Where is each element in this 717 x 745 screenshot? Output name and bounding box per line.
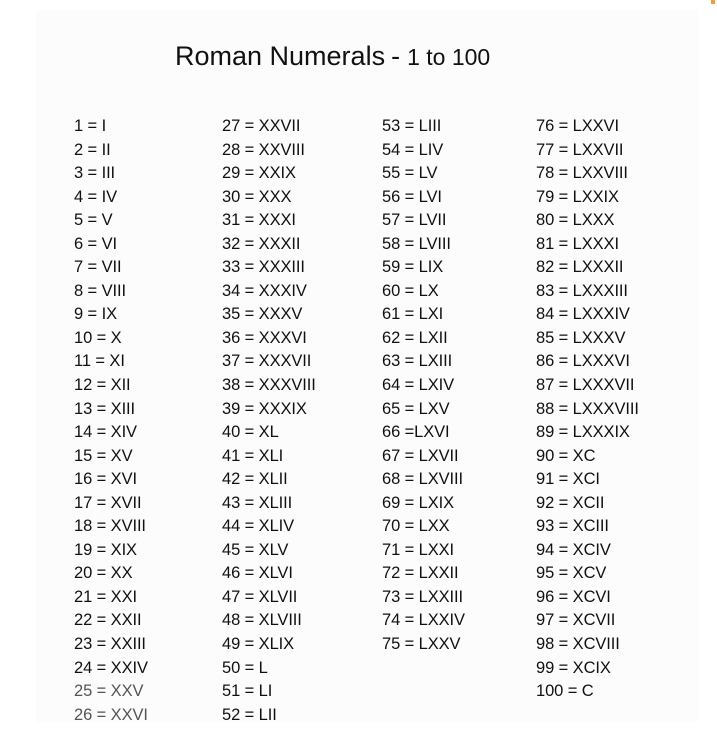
- numeral-entry: 91 = XCI: [536, 470, 600, 489]
- numeral-entry: 11 = XI: [74, 352, 125, 371]
- numeral-entry: 47 = XLVII: [222, 587, 298, 606]
- numeral-entry: 98 = XCVIII: [536, 635, 620, 654]
- numeral-entry: 72 = LXXII: [382, 564, 459, 583]
- numeral-entry: 41 = XLI: [222, 446, 284, 465]
- numeral-entry: 23 = XXIII: [74, 635, 146, 654]
- numeral-entry: 54 = LIV: [382, 140, 444, 159]
- numeral-entry: 18 = XVIII: [74, 517, 146, 536]
- numeral-entry: 21 = XXI: [74, 587, 137, 606]
- numeral-entry: 1 = I: [74, 117, 107, 135]
- numeral-entry: 16 = XVI: [74, 470, 137, 489]
- numeral-column-2: [222, 115, 316, 727]
- title-separator: -: [391, 41, 401, 71]
- numeral-entry: 22 = XXII: [74, 611, 142, 630]
- numeral-entry: 84 = LXXXIV: [536, 305, 630, 324]
- numeral-entry: 77 = LXXVII: [536, 140, 624, 159]
- numeral-entry: 34 = XXXIV: [222, 281, 307, 300]
- numeral-entry: 19 = XIX: [74, 540, 137, 559]
- numeral-entry: 53 = LIII: [382, 117, 442, 135]
- numeral-entry: 44 = XLIV: [222, 517, 295, 536]
- numeral-entry: 57 = LVII: [382, 211, 447, 230]
- numeral-entry: 59 = LIX: [382, 258, 444, 277]
- numeral-entry: 87 = LXXXVII: [536, 376, 635, 395]
- numeral-entry: 46 = XLVI: [222, 564, 293, 583]
- numeral-entry: 36 = XXXVI: [222, 328, 307, 347]
- numeral-entry: 51 = LI: [222, 682, 273, 701]
- numeral-entry: 3 = III: [74, 164, 116, 183]
- numeral-entry: 32 = XXXII: [222, 234, 301, 253]
- numeral-entry: 33 = XXXIII: [222, 258, 305, 277]
- numeral-entry: 76 = LXXVI: [536, 117, 619, 135]
- numeral-entry: 100 = C: [536, 682, 594, 701]
- numeral-entry: 79 = LXXIX: [536, 187, 619, 206]
- numeral-entry: 8 = VIII: [74, 281, 126, 300]
- numeral-entry: 92 = XCII: [536, 493, 605, 512]
- numeral-entry: 20 = XX: [74, 564, 133, 583]
- numeral-entry: 70 = LXX: [382, 517, 450, 536]
- numeral-entry: 63 = LXIII: [382, 352, 453, 371]
- title-main: Roman Numerals: [175, 41, 386, 71]
- numeral-entry: 25 = XXV: [74, 682, 144, 701]
- numeral-column-3: [382, 115, 465, 657]
- numeral-entry: 97 = XCVII: [536, 611, 616, 630]
- numeral-entry: 35 = XXXV: [222, 305, 303, 324]
- numeral-entry: 69 = LXIX: [382, 493, 455, 512]
- numeral-entry: 89 = LXXXIX: [536, 423, 630, 442]
- numeral-entry: 52 = LII: [222, 705, 277, 724]
- numeral-entry: 85 = LXXXV: [536, 328, 626, 347]
- numeral-entry: 96 = XCVI: [536, 587, 611, 606]
- numeral-entry: 67 = LXVII: [382, 446, 459, 465]
- numeral-entry: 29 = XXIX: [222, 164, 296, 183]
- numeral-entry: 24 = XXIV: [74, 658, 148, 677]
- numeral-entry: 66 =LXVI: [382, 423, 450, 442]
- numeral-entry: 26 = XXVI: [74, 705, 148, 724]
- numeral-entry: 60 = LX: [382, 281, 439, 300]
- numeral-entry: 65 = LXV: [382, 399, 450, 418]
- numeral-entry: 45 = XLV: [222, 540, 289, 559]
- numeral-entry: 95 = XCV: [536, 564, 607, 583]
- numeral-entry: 37 = XXXVII: [222, 352, 312, 371]
- numeral-entry: 31 = XXXI: [222, 211, 296, 230]
- numeral-entry: 39 = XXXIX: [222, 399, 307, 418]
- numeral-column-4: [536, 115, 639, 704]
- numeral-entry: 86 = LXXXVI: [536, 352, 630, 371]
- numeral-entry: 78 = LXXVIII: [536, 164, 628, 183]
- numeral-entry: 40 = XL: [222, 423, 279, 442]
- numeral-entry: 12 = XII: [74, 376, 131, 395]
- numeral-entry: 49 = XLIX: [222, 635, 295, 654]
- numeral-entry: 28 = XXVIII: [222, 140, 305, 159]
- numeral-entry: 90 = XC: [536, 446, 596, 465]
- numeral-entry: 42 = XLII: [222, 470, 288, 489]
- numeral-entry: 88 = LXXXVIII: [536, 399, 639, 418]
- numeral-entry: 10 = X: [74, 328, 122, 347]
- numeral-entry: 27 = XXVII: [222, 117, 301, 135]
- numeral-entry: 7 = VII: [74, 258, 122, 277]
- numeral-entry: 38 = XXXVIII: [222, 376, 316, 395]
- numeral-entry: 58 = LVIII: [382, 234, 451, 253]
- numeral-entry: 74 = LXXIV: [382, 611, 465, 630]
- numeral-entry: 4 = IV: [74, 187, 117, 206]
- title-range: 1 to 100: [407, 44, 491, 70]
- numeral-entry: 75 = LXXV: [382, 635, 461, 654]
- numeral-entry: 5 = V: [74, 211, 113, 230]
- numeral-entry: 15 = XV: [74, 446, 133, 465]
- numeral-entry: 9 = IX: [74, 305, 117, 324]
- numeral-entry: 50 = L: [222, 658, 268, 677]
- numeral-column-1: [74, 115, 148, 727]
- page-title: [175, 38, 490, 75]
- numeral-entry: 93 = XCIII: [536, 517, 609, 536]
- numeral-entry: 14 = XIV: [74, 423, 137, 442]
- numeral-entry: 80 = LXXX: [536, 211, 615, 230]
- numeral-entry: 94 = XCIV: [536, 540, 611, 559]
- numeral-entry: 13 = XIII: [74, 399, 136, 418]
- numeral-entry: 17 = XVII: [74, 493, 142, 512]
- numeral-entry: 73 = LXXIII: [382, 587, 463, 606]
- corner-mark: [711, 0, 715, 4]
- numeral-entry: 64 = LXIV: [382, 376, 455, 395]
- numeral-entry: 2 = II: [74, 140, 111, 159]
- numeral-entry: 81 = LXXXI: [536, 234, 619, 253]
- numeral-entry: 55 = LV: [382, 164, 438, 183]
- numeral-entry: 56 = LVI: [382, 187, 442, 206]
- numeral-entry: 99 = XCIX: [536, 658, 611, 677]
- numeral-entry: 68 = LXVIII: [382, 470, 463, 489]
- numeral-entry: 82 = LXXXII: [536, 258, 624, 277]
- numeral-entry: 6 = VI: [74, 234, 117, 253]
- numeral-entry: 30 = XXX: [222, 187, 292, 206]
- numeral-entry: 61 = LXI: [382, 305, 444, 324]
- numeral-entry: 62 = LXII: [382, 328, 448, 347]
- numeral-entry: 43 = XLIII: [222, 493, 293, 512]
- numeral-entry: 48 = XLVIII: [222, 611, 302, 630]
- numeral-entry: 83 = LXXXIII: [536, 281, 628, 300]
- numeral-entry: 71 = LXXI: [382, 540, 455, 559]
